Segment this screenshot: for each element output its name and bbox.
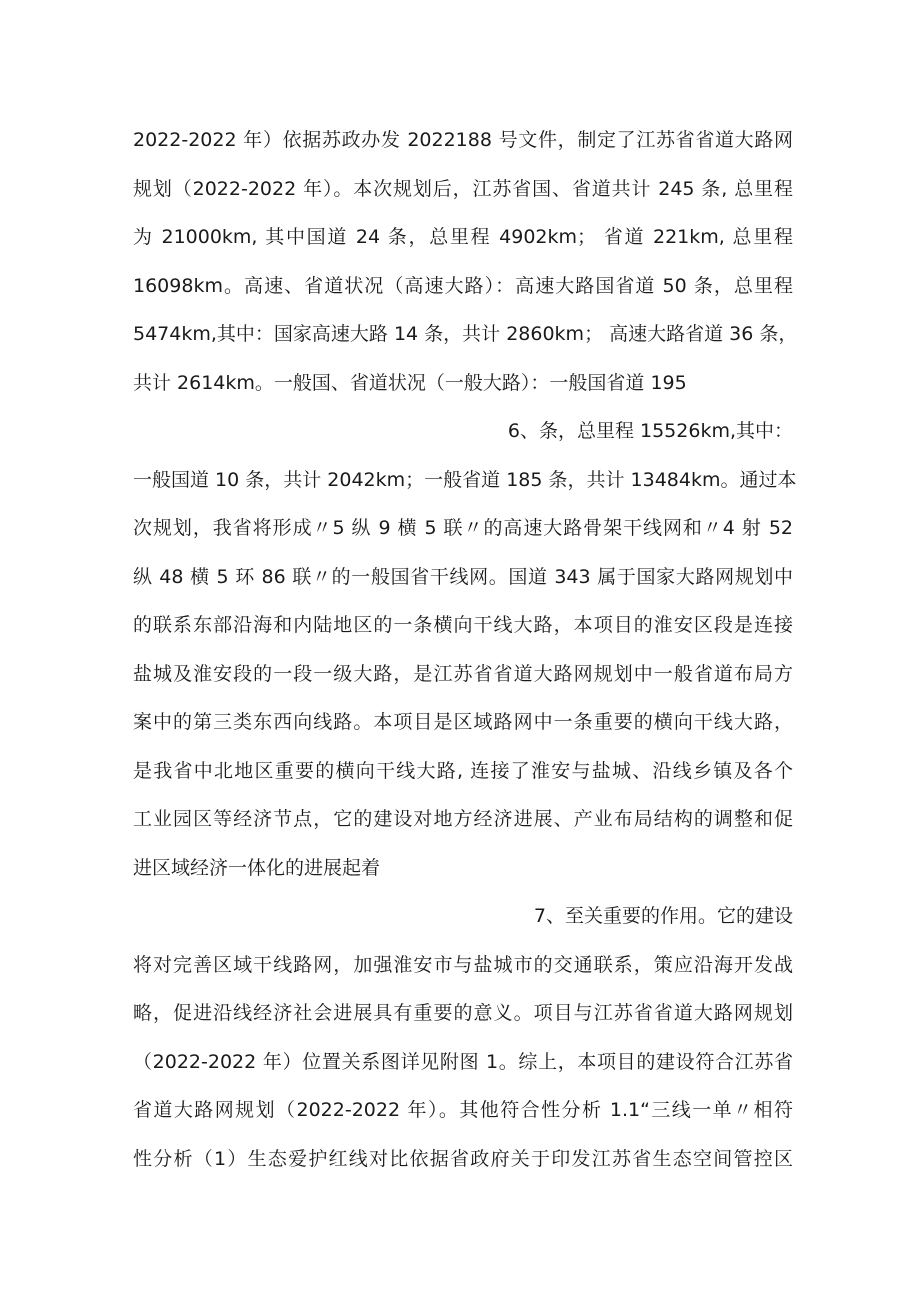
numbered-line: 6、条，总里程 15526km,其中：: [507, 420, 793, 442]
text-line: 是我省中北地区重要的横向干线大路, 连接了淮安与盐城、沿线乡镇及各个: [133, 759, 793, 782]
body-text: [133, 116, 798, 1183]
text-line: 次规划，我省将形成〃5 纵 9 横 5 联〃的高速大路骨架干线网和〃4 射 52: [133, 517, 793, 539]
text-line: 规划（2022-2022 年）。本次规划后，江苏省国、省道共计 245 条, 总里程: [133, 177, 793, 200]
text-line: 性分析（1）生态爱护红线对比依据省政府关于印发江苏省生态空间管控区: [133, 1147, 793, 1170]
text-line: 的联系东部沿海和内陆地区的一条横向干线大路，本项目的淮安区段是连接: [133, 614, 793, 636]
text-line: 省道大路网规划（2022-2022 年）。其他符合性分析 1.1“三线一单〃相符: [133, 1099, 793, 1121]
text-line: 一般国道 10 条，共计 2042km；一般省道 185 条，共计 13484km。通过本: [133, 468, 797, 491]
text-line: 纵 48 横 5 环 86 联〃的一般国省干线网。国道 343 属于国家大路网规划中: [133, 565, 793, 588]
numbered-line: 7、至关重要的作用。它的建设: [533, 905, 793, 927]
text-line: 进区域经济一体化的进展起着: [133, 856, 381, 879]
text-line: 共计 2614km。一般国、省道状况（一般大路）：一般国省道 195: [133, 371, 687, 394]
text-line: 为 21000km, 其中国道 24 条，总里程 4902km； 省道 221km, 总里程: [133, 226, 793, 248]
text-line: 略，促进沿线经济社会进展具有重要的意义。项目与江苏省省道大路网规划: [133, 1002, 793, 1024]
text-line: 案中的第三类东西向线路。本项目是区域路网中一条重要的横向干线大路，: [133, 711, 793, 733]
text-line: 5474km,其中：国家高速大路 14 条，共计 2860km； 高速大路省道 36 条，: [133, 323, 798, 345]
text-line: 工业园区等经济节点，它的建设对地方经济进展、产业布局结构的调整和促: [133, 808, 793, 830]
text-line: 将对完善区域干线路网，加强淮安市与盐城市的交通联系，策应沿海开发战: [133, 953, 793, 976]
text-line: （2022-2022 年）位置关系图详见附图 1。综上，本项目的建设符合江苏省: [133, 1050, 793, 1073]
text-line: 盐城及淮安段的一段一级大路，是江苏省省道大路网规划中一般省道布局方: [133, 662, 793, 685]
text-line: 16098km。高速、省道状况（高速大路）：高速大路国省道 50 条，总里程: [133, 274, 793, 297]
text-line: 2022-2022 年）依据苏政办发 2022188 号文件，制定了江苏省省道大路网: [133, 129, 793, 151]
